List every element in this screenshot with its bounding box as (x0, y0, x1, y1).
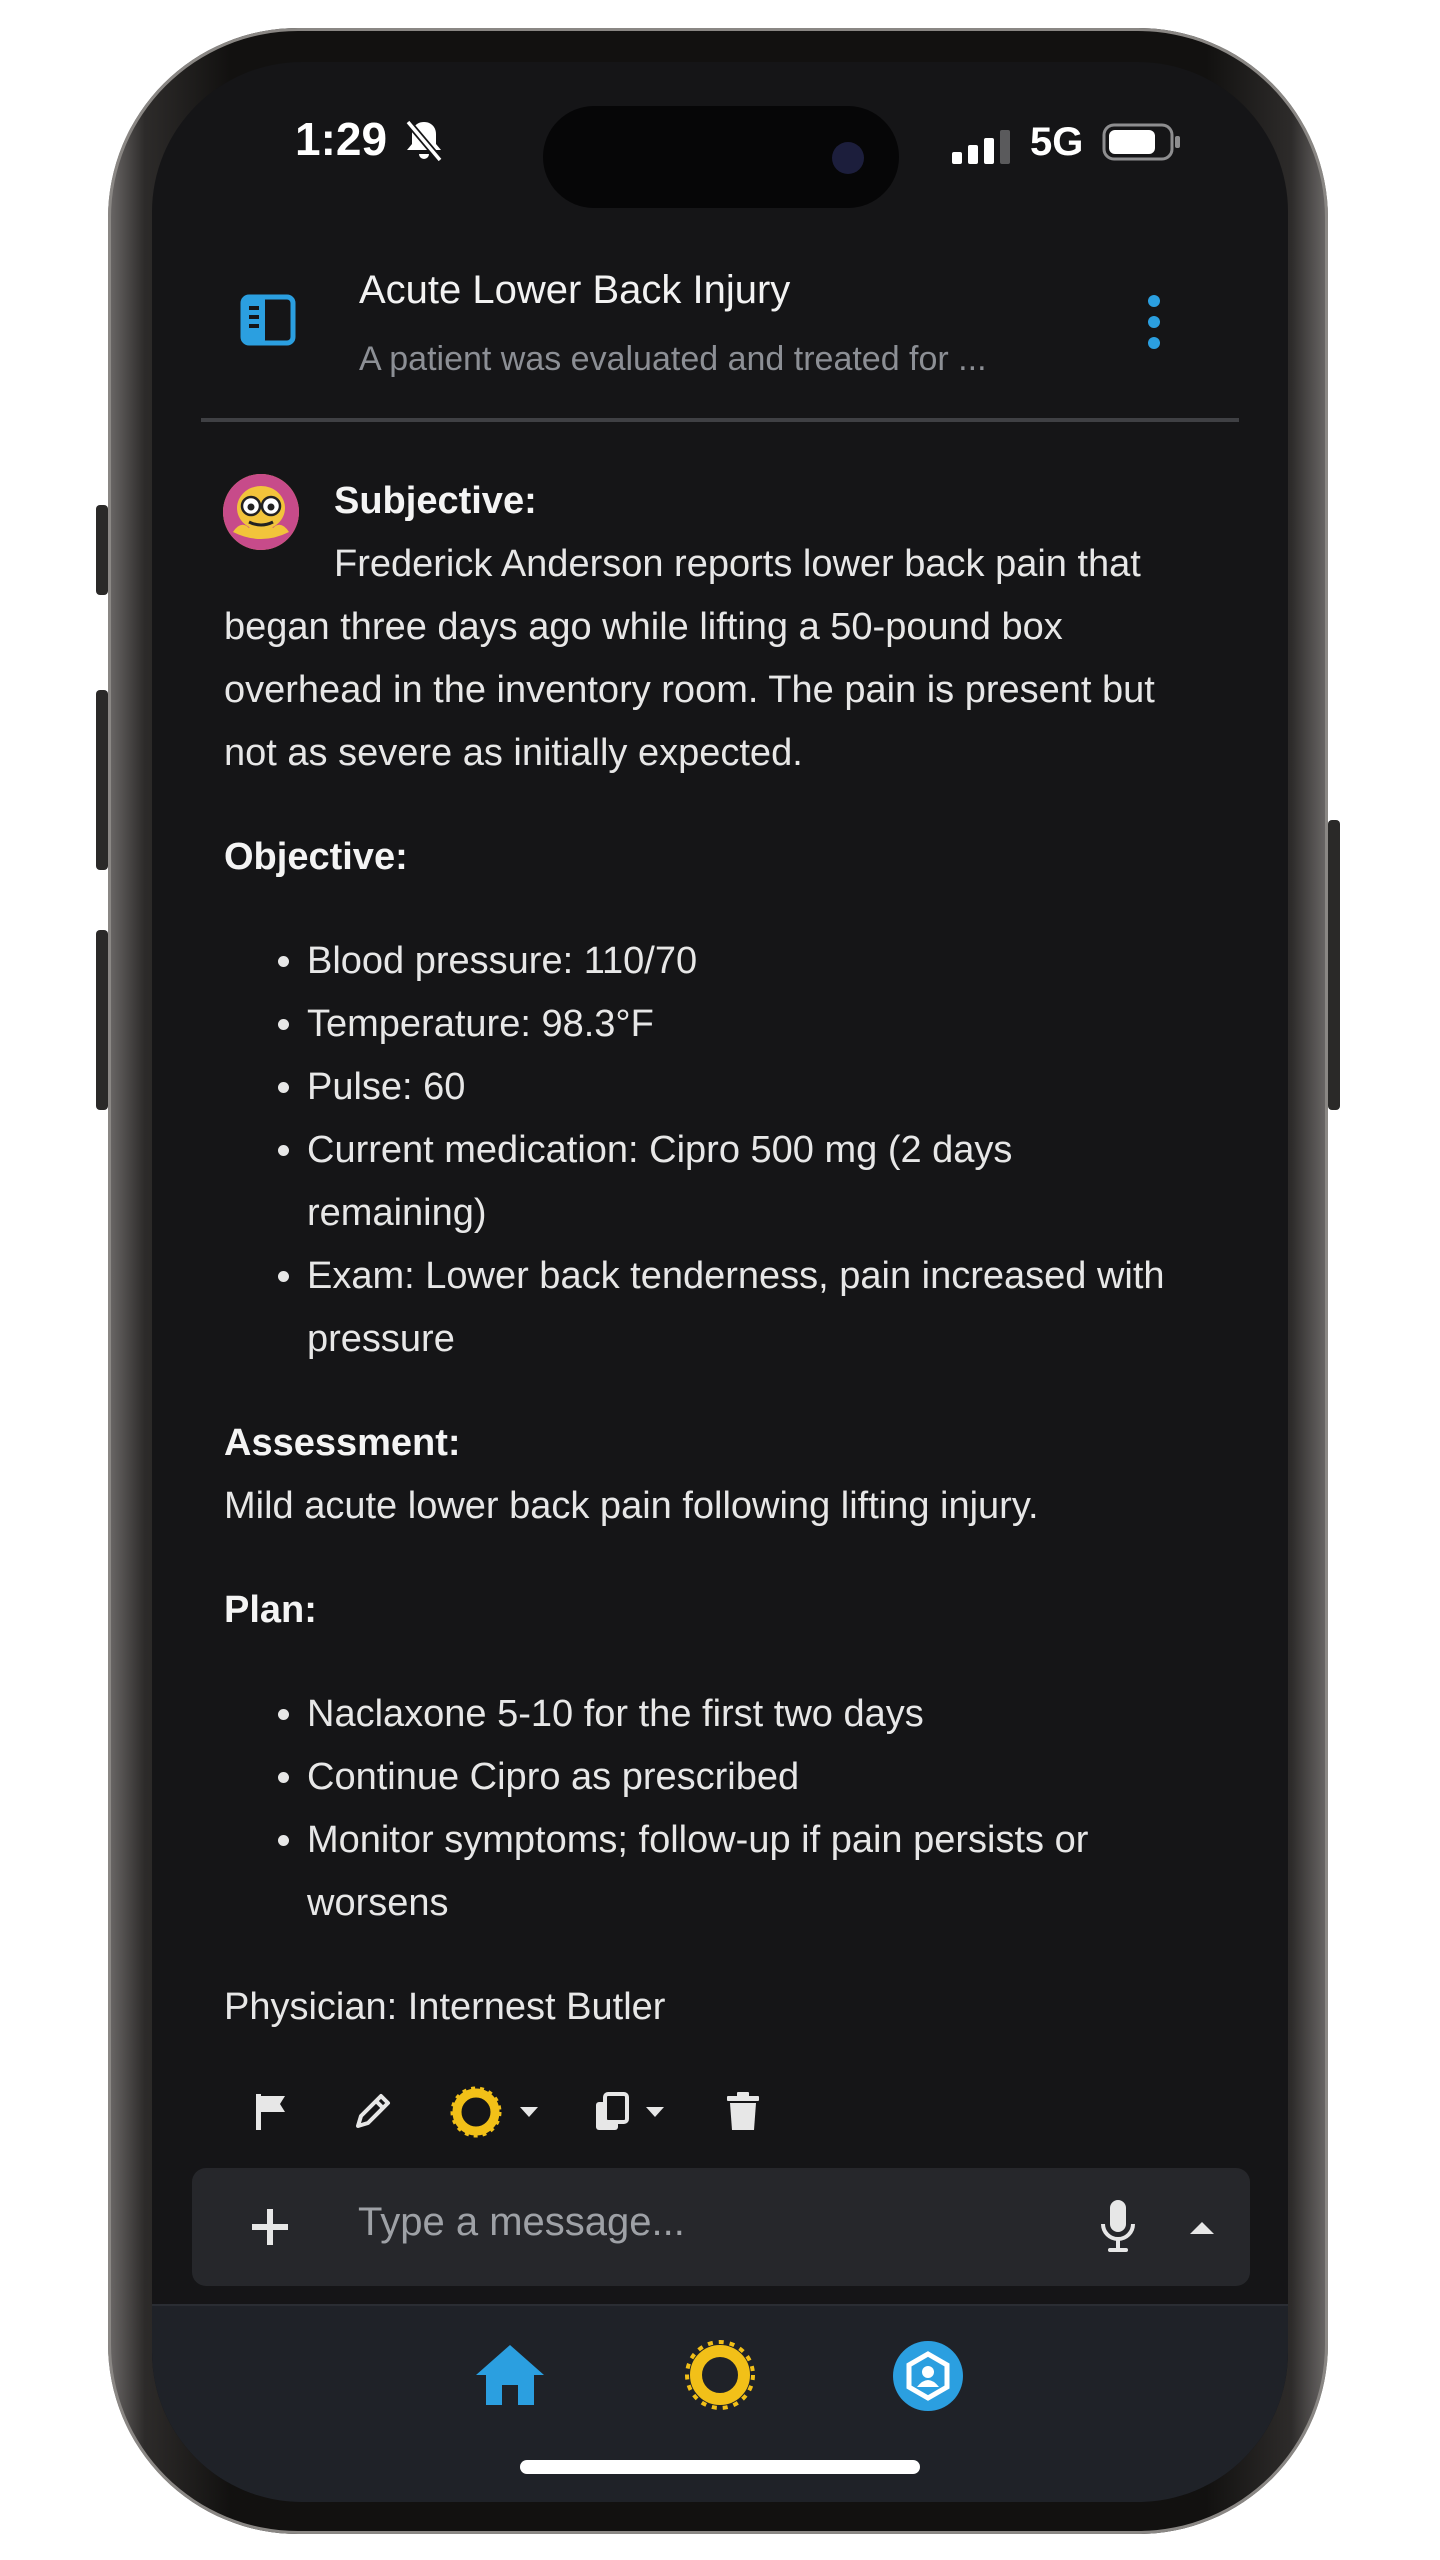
ring-icon[interactable] (683, 2338, 757, 2412)
expand-up-icon[interactable] (1188, 2220, 1216, 2236)
objective-item: • Temperature: 98.3°F (307, 993, 1214, 1056)
physician-line: Physician: Internest Butler (224, 1986, 666, 2028)
assistant-message (224, 470, 1214, 2039)
flag-icon (254, 2092, 290, 2132)
copy-button[interactable] (594, 2082, 666, 2142)
message-input[interactable]: Type a message... (358, 2200, 685, 2244)
power-button (1328, 820, 1340, 1110)
chevron-down-icon (518, 2105, 540, 2119)
front-camera (832, 142, 864, 174)
edit-icon (352, 2092, 392, 2132)
flag-button[interactable] (254, 2082, 290, 2142)
volume-down-button (96, 930, 108, 1110)
assessment-text: Mild acute lower back pain following lifting injury. (224, 1485, 1039, 1527)
subjective-section (224, 470, 1214, 533)
sidebar-toggle-icon[interactable] (240, 294, 296, 346)
objective-item: • Exam: Lower back tenderness, pain increased with pressure (307, 1245, 1214, 1371)
plan-list (224, 1683, 1214, 1935)
message-composer (192, 2168, 1250, 2286)
assessment-heading: Assessment: (224, 1422, 461, 1464)
edit-button[interactable] (352, 2082, 392, 2142)
silent-bell-icon (400, 116, 448, 164)
app-screen (152, 62, 1288, 2502)
plan-item: • Continue Cipro as prescribed (307, 1746, 1214, 1809)
trash-icon (726, 2092, 760, 2132)
plan-heading: Plan: (224, 1589, 317, 1631)
model-select-button[interactable] (448, 2082, 540, 2142)
status-time: 1:29 (295, 113, 388, 165)
objective-item: • Current medication: Cipro 500 mg (2 days remaining) (307, 1119, 1214, 1245)
microphone-icon[interactable] (1098, 2198, 1138, 2256)
subjective-heading: Subjective: (334, 480, 537, 522)
network-type: 5G (1030, 120, 1084, 164)
volume-up-button (96, 690, 108, 870)
add-attachment-icon[interactable] (240, 2197, 300, 2257)
home-icon[interactable] (474, 2343, 546, 2407)
model-ring-icon (448, 2084, 504, 2140)
mute-switch (96, 505, 108, 595)
plan-item: • Naclaxone 5-10 for the first two days (307, 1683, 1214, 1746)
profile-icon[interactable] (892, 2340, 964, 2412)
subjective-text: Frederick Anderson reports lower back pain that began three days ago while lifting a 50-pound box overhead in the inventory room. The pain is present but not as severe as initially expected. (224, 543, 1155, 774)
delete-button[interactable] (726, 2082, 760, 2142)
conversation-title: Acute Lower Back Injury (359, 268, 791, 312)
objective-heading: Objective: (224, 836, 408, 878)
chevron-down-icon (644, 2105, 666, 2119)
objective-item: • Blood pressure: 110/70 (307, 930, 1214, 993)
objective-list (224, 930, 1214, 1371)
copy-icon (594, 2092, 630, 2132)
battery-icon (1102, 122, 1182, 162)
objective-item: • Pulse: 60 (307, 1056, 1214, 1119)
plan-item: • Monitor symptoms; follow-up if pain persists or worsens (307, 1809, 1214, 1935)
header-divider (201, 418, 1239, 422)
conversation-summary: A patient was evaluated and treated for ... (359, 340, 987, 378)
cellular-signal-icon (952, 130, 1016, 164)
home-indicator (520, 2460, 920, 2474)
more-options-icon[interactable] (1147, 294, 1161, 350)
